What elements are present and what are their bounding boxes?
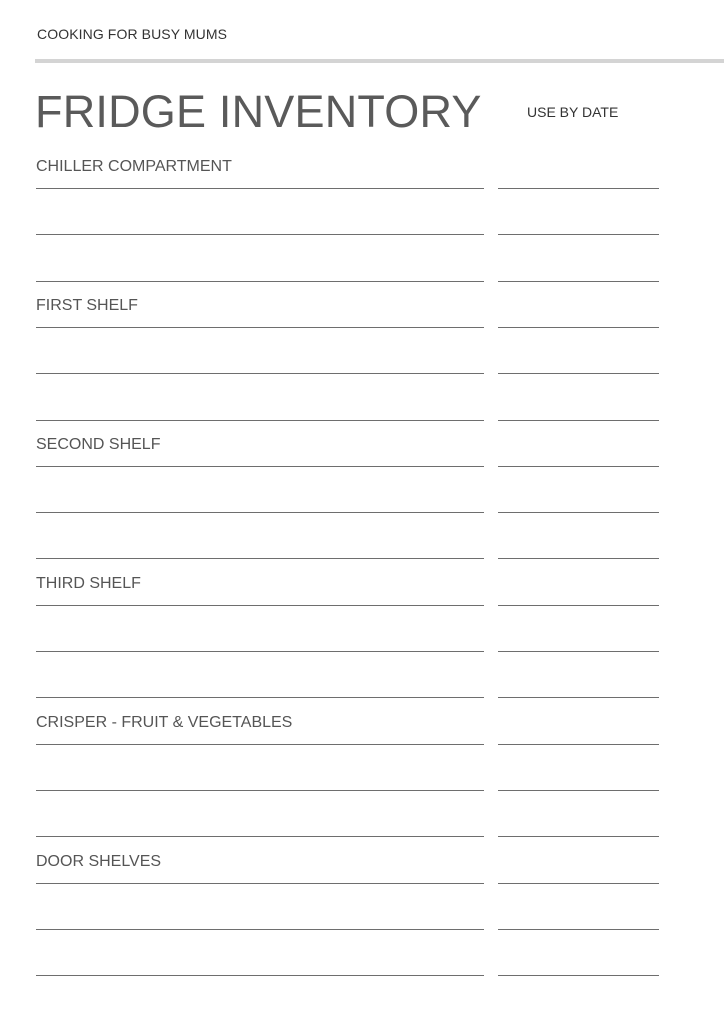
item-write-line[interactable] <box>36 558 484 559</box>
section-label: CHILLER COMPARTMENT <box>36 158 232 175</box>
use-by-date-write-line[interactable] <box>498 975 659 976</box>
use-by-date-write-line[interactable] <box>498 744 659 745</box>
use-by-date-write-line[interactable] <box>498 929 659 930</box>
item-write-line[interactable] <box>36 327 484 328</box>
use-by-date-write-line[interactable] <box>498 327 659 328</box>
use-by-date-write-line[interactable] <box>498 558 659 559</box>
use-by-date-heading: USE BY DATE <box>527 104 619 120</box>
page-title: FRIDGE INVENTORY <box>35 86 482 137</box>
section-label: THIRD SHELF <box>36 575 141 592</box>
use-by-date-write-line[interactable] <box>498 883 659 884</box>
item-write-line[interactable] <box>36 466 484 467</box>
use-by-date-write-line[interactable] <box>498 512 659 513</box>
item-write-line[interactable] <box>36 605 484 606</box>
use-by-date-write-line[interactable] <box>498 651 659 652</box>
item-write-line[interactable] <box>36 512 484 513</box>
use-by-date-write-line[interactable] <box>498 697 659 698</box>
item-write-line[interactable] <box>36 651 484 652</box>
item-write-line[interactable] <box>36 790 484 791</box>
section-label: DOOR SHELVES <box>36 853 162 870</box>
use-by-date-write-line[interactable] <box>498 234 659 235</box>
use-by-date-write-line[interactable] <box>498 373 659 374</box>
section-label: FIRST SHELF <box>36 297 138 314</box>
item-write-line[interactable] <box>36 234 484 235</box>
use-by-date-write-line[interactable] <box>498 790 659 791</box>
use-by-date-write-line[interactable] <box>498 466 659 467</box>
section-label: SECOND SHELF <box>36 436 161 453</box>
item-write-line[interactable] <box>36 744 484 745</box>
use-by-date-write-line[interactable] <box>498 420 659 421</box>
item-write-line[interactable] <box>36 975 484 976</box>
use-by-date-write-line[interactable] <box>498 281 659 282</box>
item-write-line[interactable] <box>36 836 484 837</box>
item-write-line[interactable] <box>36 420 484 421</box>
use-by-date-write-line[interactable] <box>498 188 659 189</box>
brand-name: COOKING FOR BUSY MUMS <box>37 26 228 42</box>
use-by-date-write-line[interactable] <box>498 836 659 837</box>
item-write-line[interactable] <box>36 883 484 884</box>
use-by-date-write-line[interactable] <box>498 605 659 606</box>
item-write-line[interactable] <box>36 188 484 189</box>
item-write-line[interactable] <box>36 697 484 698</box>
item-write-line[interactable] <box>36 929 484 930</box>
section-label: CRISPER - FRUIT & VEGETABLES <box>36 714 293 731</box>
item-write-line[interactable] <box>36 373 484 374</box>
item-write-line[interactable] <box>36 281 484 282</box>
